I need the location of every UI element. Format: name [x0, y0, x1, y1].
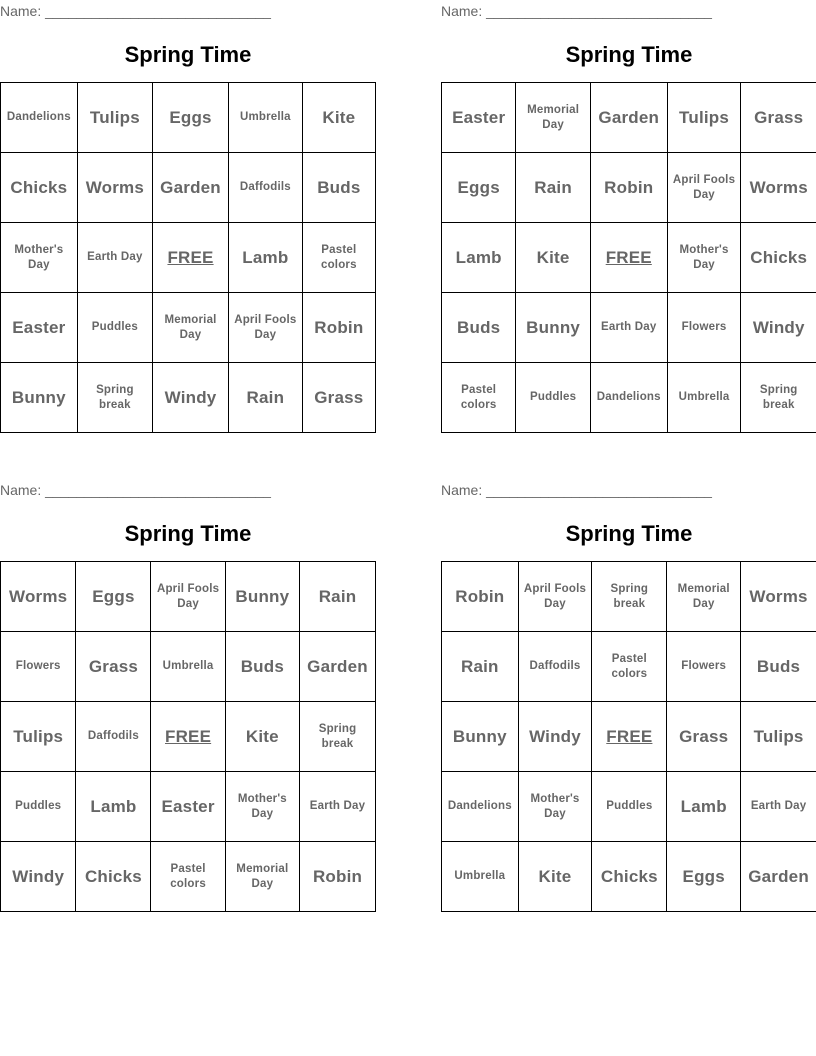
bingo-cell: Daffodils [76, 702, 151, 772]
bingo-cell: April Fools Day [151, 562, 225, 632]
bingo-cell: Memorial Day [516, 83, 591, 153]
bingo-cell: Earth Day [741, 772, 816, 842]
grid-row [1, 83, 376, 153]
grid-row [442, 223, 816, 293]
bingo-cell: Grass [302, 363, 375, 433]
free-space-cell: FREE [153, 223, 229, 293]
bingo-cell: Pastel colors [592, 632, 667, 702]
bingo-cell: Bunny [1, 363, 78, 433]
name-field-label: Name: _____________________________ [441, 3, 712, 19]
bingo-cell: Mother's Day [667, 223, 741, 293]
bingo-cell: Umbrella [151, 632, 225, 702]
bingo-cell: Rain [516, 153, 591, 223]
bingo-cell: Robin [300, 842, 376, 912]
bingo-grid [441, 82, 816, 433]
bingo-cell: Chicks [1, 153, 78, 223]
bingo-cell: Pastel colors [302, 223, 375, 293]
bingo-cell: Easter [442, 83, 516, 153]
bingo-cell: Lamb [76, 772, 151, 842]
bingo-cell: Puddles [592, 772, 667, 842]
bingo-cell: Easter [1, 293, 78, 363]
bingo-cell: Memorial Day [225, 842, 299, 912]
bingo-grid [0, 561, 376, 912]
bingo-cell: Umbrella [442, 842, 519, 912]
bingo-cell: Robin [590, 153, 667, 223]
card-title: Spring Time [565, 42, 693, 67]
bingo-cell: Windy [518, 702, 592, 772]
bingo-cell: Chicks [76, 842, 151, 912]
bingo-cell: Chicks [741, 223, 816, 293]
bingo-cell: Daffodils [229, 153, 303, 223]
card-title: Spring Time [124, 42, 252, 67]
grid-row [442, 293, 816, 363]
bingo-cell: Eggs [153, 83, 229, 153]
bingo-cell: Dandelions [442, 772, 519, 842]
free-space-cell: FREE [590, 223, 667, 293]
bingo-cell: Buds [442, 293, 516, 363]
grid-row [442, 83, 816, 153]
bingo-cell: Windy [1, 842, 76, 912]
bingo-cell: Earth Day [590, 293, 667, 363]
bingo-cell: April Fools Day [667, 153, 741, 223]
bingo-cell: Chicks [592, 842, 667, 912]
grid-row [442, 562, 816, 632]
bingo-cell: Rain [229, 363, 303, 433]
bingo-cell: Pastel colors [151, 842, 225, 912]
bingo-cell: Earth Day [77, 223, 152, 293]
bingo-cell: Pastel colors [442, 363, 516, 433]
bingo-cell: April Fools Day [518, 562, 592, 632]
bingo-cell: Lamb [442, 223, 516, 293]
grid-row [1, 632, 376, 702]
bingo-cell: Dandelions [1, 83, 78, 153]
bingo-cell: Puddles [516, 363, 591, 433]
bingo-cell: Windy [153, 363, 229, 433]
bingo-cell: Grass [76, 632, 151, 702]
name-field-label: Name: _____________________________ [0, 482, 271, 498]
bingo-cell: Earth Day [300, 772, 376, 842]
bingo-cell: Worms [77, 153, 152, 223]
bingo-cell: Eggs [442, 153, 516, 223]
grid-row [442, 772, 816, 842]
bingo-cell: Tulips [667, 83, 741, 153]
bingo-cell: Spring break [592, 562, 667, 632]
grid-row [1, 363, 376, 433]
bingo-cell: Robin [442, 562, 519, 632]
grid-row [442, 632, 816, 702]
bingo-cell: Easter [151, 772, 225, 842]
name-field-label: Name: _____________________________ [0, 3, 271, 19]
bingo-cell: Mother's Day [1, 223, 78, 293]
bingo-cell: Memorial Day [667, 562, 741, 632]
bingo-cell: Eggs [76, 562, 151, 632]
grid-row [1, 153, 376, 223]
bingo-cell: Worms [1, 562, 76, 632]
bingo-cell: Robin [302, 293, 375, 363]
bingo-cell: Dandelions [590, 363, 667, 433]
bingo-cell: Puddles [77, 293, 152, 363]
bingo-cell: Worms [741, 562, 816, 632]
bingo-cell: Bunny [442, 702, 519, 772]
bingo-cell: Spring break [77, 363, 152, 433]
grid-row [442, 842, 816, 912]
bingo-cell: Umbrella [667, 363, 741, 433]
bingo-cell: Flowers [667, 293, 741, 363]
bingo-cell: Lamb [229, 223, 303, 293]
bingo-cell: April Fools Day [229, 293, 303, 363]
bingo-cell: Daffodils [518, 632, 592, 702]
free-space-cell: FREE [151, 702, 225, 772]
bingo-grid [441, 561, 816, 912]
free-space-cell: FREE [592, 702, 667, 772]
grid-row [442, 153, 816, 223]
bingo-cell: Tulips [77, 83, 152, 153]
bingo-cell: Umbrella [229, 83, 303, 153]
bingo-grid [0, 82, 376, 433]
bingo-cell: Buds [741, 632, 816, 702]
bingo-cell: Lamb [667, 772, 741, 842]
bingo-cell: Memorial Day [153, 293, 229, 363]
bingo-cell: Kite [302, 83, 375, 153]
card-title: Spring Time [565, 521, 693, 546]
grid-row [1, 842, 376, 912]
grid-row [1, 702, 376, 772]
bingo-cell: Worms [741, 153, 816, 223]
grid-row [1, 562, 376, 632]
bingo-cell: Mother's Day [518, 772, 592, 842]
card-title: Spring Time [124, 521, 252, 546]
bingo-cell: Rain [442, 632, 519, 702]
bingo-cell: Kite [516, 223, 591, 293]
bingo-cell: Tulips [1, 702, 76, 772]
grid-row [442, 363, 816, 433]
bingo-cell: Grass [667, 702, 741, 772]
bingo-cell: Garden [590, 83, 667, 153]
bingo-cell: Buds [302, 153, 375, 223]
bingo-cell: Kite [225, 702, 299, 772]
bingo-cell: Mother's Day [225, 772, 299, 842]
bingo-cell: Puddles [1, 772, 76, 842]
bingo-cell: Garden [300, 632, 376, 702]
bingo-cell: Rain [300, 562, 376, 632]
bingo-cell: Garden [153, 153, 229, 223]
bingo-cell: Kite [518, 842, 592, 912]
bingo-cell: Bunny [225, 562, 299, 632]
grid-row [1, 772, 376, 842]
bingo-cell: Bunny [516, 293, 591, 363]
name-field-label: Name: _____________________________ [441, 482, 712, 498]
bingo-cell: Spring break [741, 363, 816, 433]
bingo-cell: Grass [741, 83, 816, 153]
bingo-cell: Garden [741, 842, 816, 912]
bingo-cell: Tulips [741, 702, 816, 772]
bingo-cell: Flowers [667, 632, 741, 702]
bingo-cell: Windy [741, 293, 816, 363]
grid-row [1, 293, 376, 363]
bingo-cell: Eggs [667, 842, 741, 912]
grid-row [1, 223, 376, 293]
grid-row [442, 702, 816, 772]
bingo-cell: Flowers [1, 632, 76, 702]
bingo-cell: Spring break [300, 702, 376, 772]
bingo-cell: Buds [225, 632, 299, 702]
